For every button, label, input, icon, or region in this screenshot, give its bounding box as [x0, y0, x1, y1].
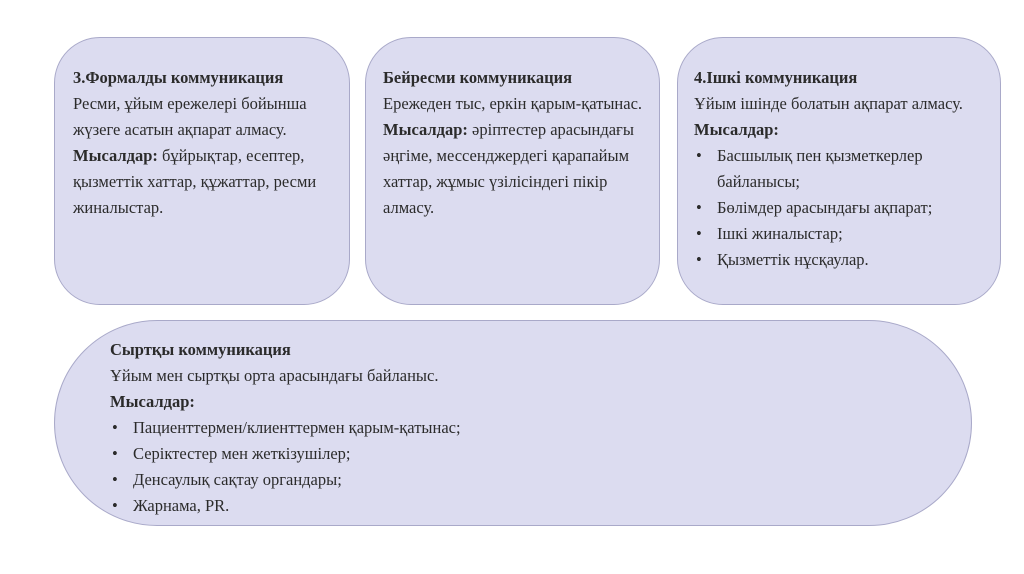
informal-communication-card: [365, 37, 660, 305]
list-item-text: Пациенттермен/клиенттермен қарым-қатынас;: [133, 418, 461, 437]
examples-label: Мысалдар:: [694, 120, 779, 139]
list-item-text: Жарнама, PR.: [133, 496, 230, 515]
examples-text: әріптестер арасындағы әңгіме, мессенджердегі қарапайым хаттар, жұмыс үзілісіндегі пікір алмасу.: [383, 120, 634, 217]
list-item: [110, 467, 951, 493]
bullet-icon: •: [696, 198, 702, 217]
list-item: [694, 143, 990, 195]
examples-list: [694, 143, 990, 273]
examples-label: Мысалдар:: [73, 146, 158, 165]
card-examples: [383, 117, 649, 221]
list-item: [110, 441, 951, 467]
examples-list: [110, 415, 951, 519]
card-title: 4.Ішкі коммуникация: [694, 68, 858, 87]
list-item-text: Басшылық пен қызметкерлер байланысы;: [717, 146, 923, 191]
card-description: Ресми, ұйым ережелері бойынша жүзеге асатын ақпарат алмасу.: [73, 94, 307, 139]
bullet-icon: •: [112, 496, 118, 515]
card-title: 3.Формалды коммуникация: [73, 68, 284, 87]
bullet-icon: •: [696, 146, 702, 165]
list-item: [694, 195, 990, 221]
card-description: Ұйым ішінде болатын ақпарат алмасу.: [694, 94, 963, 113]
examples-label: Мысалдар:: [383, 120, 468, 139]
bullet-icon: •: [112, 470, 118, 489]
list-item: [110, 493, 951, 519]
card-title: Сыртқы коммуникация: [110, 340, 291, 359]
list-item: [694, 221, 990, 247]
list-item: [110, 415, 951, 441]
examples-label: Мысалдар:: [110, 392, 195, 411]
card-description: Ұйым мен сыртқы орта арасындағы байланыс.: [110, 366, 439, 385]
internal-communication-card: [677, 37, 1001, 305]
list-item-text: Ішкі жиналыстар;: [717, 224, 843, 243]
bullet-icon: •: [112, 444, 118, 463]
list-item: [694, 247, 990, 273]
formal-communication-card: [54, 37, 350, 305]
card-description: Ережеден тыс, еркін қарым-қатынас.: [383, 94, 643, 113]
list-item-text: Қызметтік нұсқаулар.: [717, 250, 869, 269]
bullet-icon: •: [696, 250, 702, 269]
bullet-icon: •: [112, 418, 118, 437]
examples-text: бұйрықтар, есептер, қызметтік хаттар, құжаттар, ресми жиналыстар.: [73, 146, 317, 217]
external-communication-card: [54, 320, 972, 526]
bullet-icon: •: [696, 224, 702, 243]
list-item-text: Денсаулық сақтау органдары;: [133, 470, 342, 489]
card-title: Бейресми коммуникация: [383, 68, 573, 87]
card-examples: [73, 143, 339, 221]
list-item-text: Серіктестер мен жеткізушілер;: [133, 444, 351, 463]
list-item-text: Бөлімдер арасындағы ақпарат;: [717, 198, 933, 217]
